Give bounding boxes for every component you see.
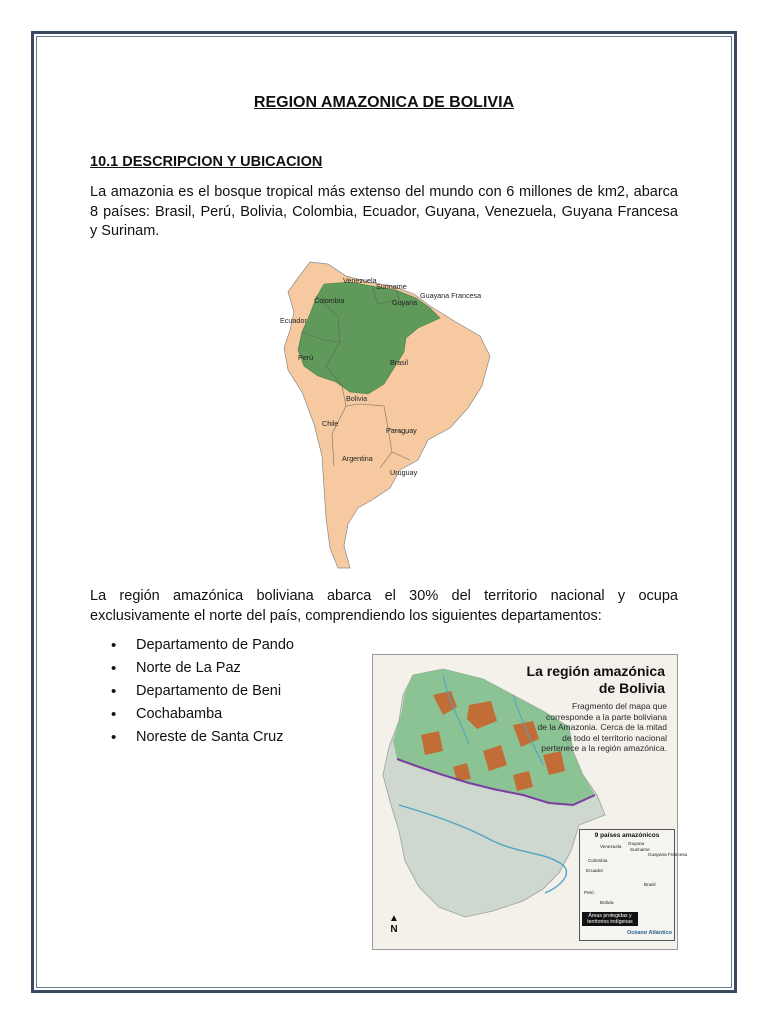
bolivia-map-title — [527, 663, 665, 697]
bolivia-amazon-map — [372, 654, 688, 950]
map-label-peru: Perú — [298, 353, 314, 362]
north-label: N — [390, 924, 398, 935]
inset-label-venezuela: Venezuela — [600, 844, 622, 849]
list-item: • Cochabamba — [90, 703, 294, 726]
list-item: • Norte de La Paz — [90, 657, 294, 680]
inset-label-guyana: Guyana — [628, 841, 645, 846]
bolivia-region-paragraph: La región amazónica boliviana abarca el 30% del territorio nacional y ocupa exclusivamente el norte del país, comprendiendo los siguientes departamentos: — [90, 588, 678, 624]
amazon-countries-inset — [579, 829, 688, 941]
inset-legend-note: Áreas protegidas y territorios indígenas — [582, 912, 638, 926]
map-label-suriname: Suriname — [376, 282, 407, 291]
map-label-uruguay: Uruguay — [390, 468, 418, 477]
map-label-bolivia: Bolivia — [346, 394, 368, 403]
inset-label-brasil: Brasil — [644, 882, 656, 887]
inset-label-peru: Perú — [584, 890, 594, 895]
bolivia-map-title-line2: de Bolivia — [598, 680, 665, 696]
section-title: 10.1 DESCRIPCION Y UBICACION — [90, 154, 323, 170]
south-america-map — [268, 256, 500, 572]
bolivia-map-title-line1: La región amazónica — [526, 663, 665, 679]
map-label-chile: Chile — [322, 419, 339, 428]
departments-list — [90, 634, 294, 749]
bolivia-map-description: Fragmento del mapa que corresponde a la parte boliviana de la Amazonia. Cerca de la mitad de todo el territorio nacional pertenece a la región amazónica. — [537, 701, 667, 753]
inset-ocean-label: Océano Atlántico — [626, 930, 672, 936]
intro-paragraph: La amazonia es el bosque tropical más extenso del mundo con 6 millones de km2, abarca 8 países: Brasil, Perú, Bolivia, Colombia, Ecuador, Guyana, Venezuela, Guyana Francesa y Surinam. — [90, 184, 678, 239]
map-label-venezuela: Venezuela — [343, 276, 377, 285]
document-title: REGION AMAZONICA DE BOLIVIA — [253, 94, 515, 111]
inset-label-guyana-francesa: Guayana Francesa — [648, 852, 688, 857]
map-label-guyana: Guyana — [392, 298, 418, 307]
map-label-guyana-francesa: Guayana Francesa — [420, 291, 482, 300]
map-label-argentina: Argentina — [342, 454, 373, 463]
inset-label-ecuador: Ecuador — [586, 868, 604, 873]
inset-labels — [580, 840, 688, 920]
list-item: • Departamento de Beni — [90, 680, 294, 703]
inset-label-colombia: Colombia — [588, 858, 608, 863]
map-label-paraguay: Paraguay — [386, 426, 417, 435]
list-item: • Departamento de Pando — [90, 634, 294, 657]
map-label-ecuador: Ecuador — [280, 316, 307, 325]
map-label-brasil: Brasil — [390, 358, 408, 367]
list-item: • Noreste de Santa Cruz — [90, 726, 294, 749]
inset-label-bolivia: Bolivia — [600, 900, 614, 905]
inset-label-suriname: Suriname — [630, 847, 650, 852]
inset-title: 9 países amazónicos — [594, 832, 660, 839]
map-label-colombia: Colombia — [314, 296, 345, 305]
north-arrow-icon: ▲ N — [389, 913, 399, 935]
